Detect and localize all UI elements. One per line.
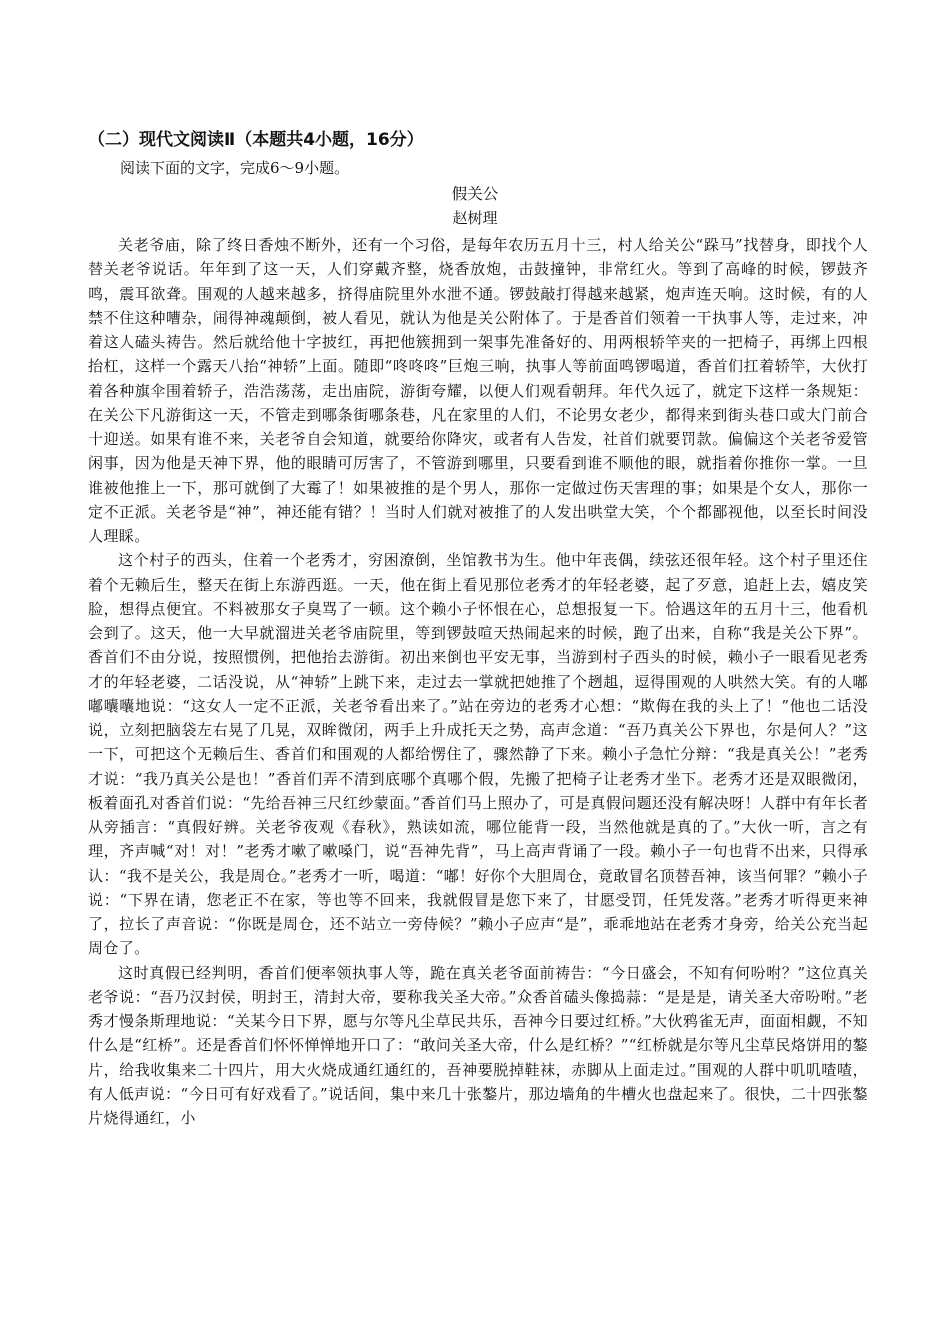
paragraph-1: 关老爷庙，除了终日香烛不断外，还有一个习俗，是每年农历五月十三，村人给关公“跺马”找替身，即找个人替关老爷说话。年年到了这一天，人们穿戴齐整，烧香放炮，击鼓撞钟，非常红火。等到了高峰的时候，锣鼓齐鸣，震耳欲聋。围观的人越来越多，挤得庙院里外水泄不通。锣鼓敲打得越来越紧，炮声连天响。这时候，有的人禁不住这种嘈杂，闹得神魂颠倒，被人看见，就认为他是关公附体了。于是香首们领着一干执事人等，走过来，冲着这人磕头祷告。然后就给他十字披红，再把他簇拥到一架事先准备好的、用两根轿竿夹的一把椅子，再绑上四根抬杠，这样一个露天八抬“神轿”上面。随即“咚咚咚”巨炮三响，执事人等前面鸣锣喝道，香首们扛着轿竿，大伙打着各种旗伞围着轿子，浩浩荡荡，走出庙院，游街夸耀，以便人们观看朝拜。年代久远了，就定下这样一条规矩：在关公下凡游街这一天，不管走到哪条街哪条巷，凡在家里的人们，不论男女老少，都得来到街头巷口或大门前合十迎送。如果有谁不来，关老爷自会知道，就要给你降灾，或者有人告发，社首们就要罚款。偏偏这个关老爷爱管闲事，因为他是天神下界，他的眼睛可厉害了，不管游到哪里，只要看到谁不顺他的眼，就指着你推你一掌。一旦谁被他推上一下，那可就倒了大霉了！如果被推的是个男人，那你一定做过伤天害理的事；如果是个女人，那你一定不正派。关老爷是“神”，神还能有错？！当时人们就对被推了的人发出哄堂大笑，个个都鄙视他，以至长时间没人理睬。 <box>88 236 868 545</box>
article-body <box>88 233 868 1130</box>
reading-instruction: 阅读下面的文字，完成6～9小题。 <box>120 159 350 177</box>
article-author: 赵树理 <box>452 209 498 227</box>
paragraph-3: 这时真假已经判明，香首们便率领执事人等，跪在真关老爷面前祷告：“今日盛会，不知有何吩咐？”这位真关老爷说：“吾乃汉封侯，明封王，清封大帝，要称我关圣大帝。”众香首磕头像捣蒜：“是是是，请关圣大帝吩咐。”老秀才慢条斯理地说：“关某今日下界，愿与尔等凡尘草民共乐，吾神今日要过红桥。”大伙鸦雀无声，面面相觑，不知什么是“红桥”。还是香首们怀怀惮惮地开口了：“敢问关圣大帝，什么是红桥？”“红桥就是尔等凡尘草民烙饼用的鏊片，给我收集来二十四片，用大火烧成通红通红的，吾神要脱掉鞋袜，赤脚从上面走过。”围观的人群中叽叽喳喳，有人低声说：“今日可有好戏看了。”说话间，集中来几十张鏊片，那边墙角的牛槽火也盘起来了。很快，二十四张鏊片烧得通红，小 <box>88 963 868 1127</box>
paragraph-2: 这个村子的西头，住着一个老秀才，穷困潦倒，坐馆教书为生。他中年丧偶，续弦还很年轻。这个村子里还住着个无赖后生，整天在街上东游西逛。一天，他在街上看见那位老秀才的年轻老婆，起了歹意，追赶上去，嬉皮笑脸，想得点便宜。不料被那女子臭骂了一顿。这个赖小子怀恨在心，总想报复一下。恰遇这年的五月十三，他看机会到了。这天，他一大早就溜进关老爷庙院里，等到锣鼓喧天热闹起来的时候，跑了出来，自称“我是关公下界”。香首们不由分说，按照惯例，把他抬去游街。初出来倒也平安无事，当游到村子西头的时候，赖小子一眼看见老秀才的年轻老婆，二话没说，从“神轿”上跳下来，走过去一掌就把她推了个趔趄，逗得围观的人哄然大笑。有的人嘟嘟囔囔地说：“这女人一定不正派，关老爷看出来了。”站在旁边的老秀才心想：“欺侮在我的头上了！”他也二话没说，立刻把脑袋左右晃了几晃，双眸微闭，两手上升成托天之势，高声念道：“吾乃真关公下界也，尔是何人？”这一下，可把这个无赖后生、香首们和围观的人都给愣住了，骤然静了下来。赖小子急忙分辩：“我是真关公！”老秀才说：“我乃真关公是也！”香首们弄不清到底哪个真哪个假，先搬了把椅子让老秀才坐下。老秀才还是双眼微闭，板着面孔对香首们说：“先给吾神三尺红纱蒙面。”香首们马上照办了，可是真假问题还没有解决呀！人群中有年长者从旁插言：“真假好辨。关老爷夜观《春秋》，熟读如流，哪位能背一段，当然他就是真的了。”大伙一听，言之有理，齐声喊“对！对！”老秀才嗽了嗽嗓门，说“吾神先背”，马上高声背诵了一段。赖小子一句也背不出来，只得承认：“我不是关公，我是周仓。”老秀才一听，喝道：“嘟！好你个大胆周仓，竟敢冒名顶替吾神，该当何罪？”赖小子说：“下界在请，您老正不在家，等也等不回来，我就假冒是您下来了，甘愿受罚，任凭发落。”老秀才听得更来神了，拉长了声音说：“你既是周仓，还不站立一旁侍候？”赖小子应声“是”，乖乖地站在老秀才身旁，给关公充当起周仓了。 <box>88 551 868 958</box>
article-title: 假关公 <box>451 185 499 203</box>
section-heading: （二）现代文阅读Ⅱ（本题共4小题，16分） <box>88 130 424 150</box>
